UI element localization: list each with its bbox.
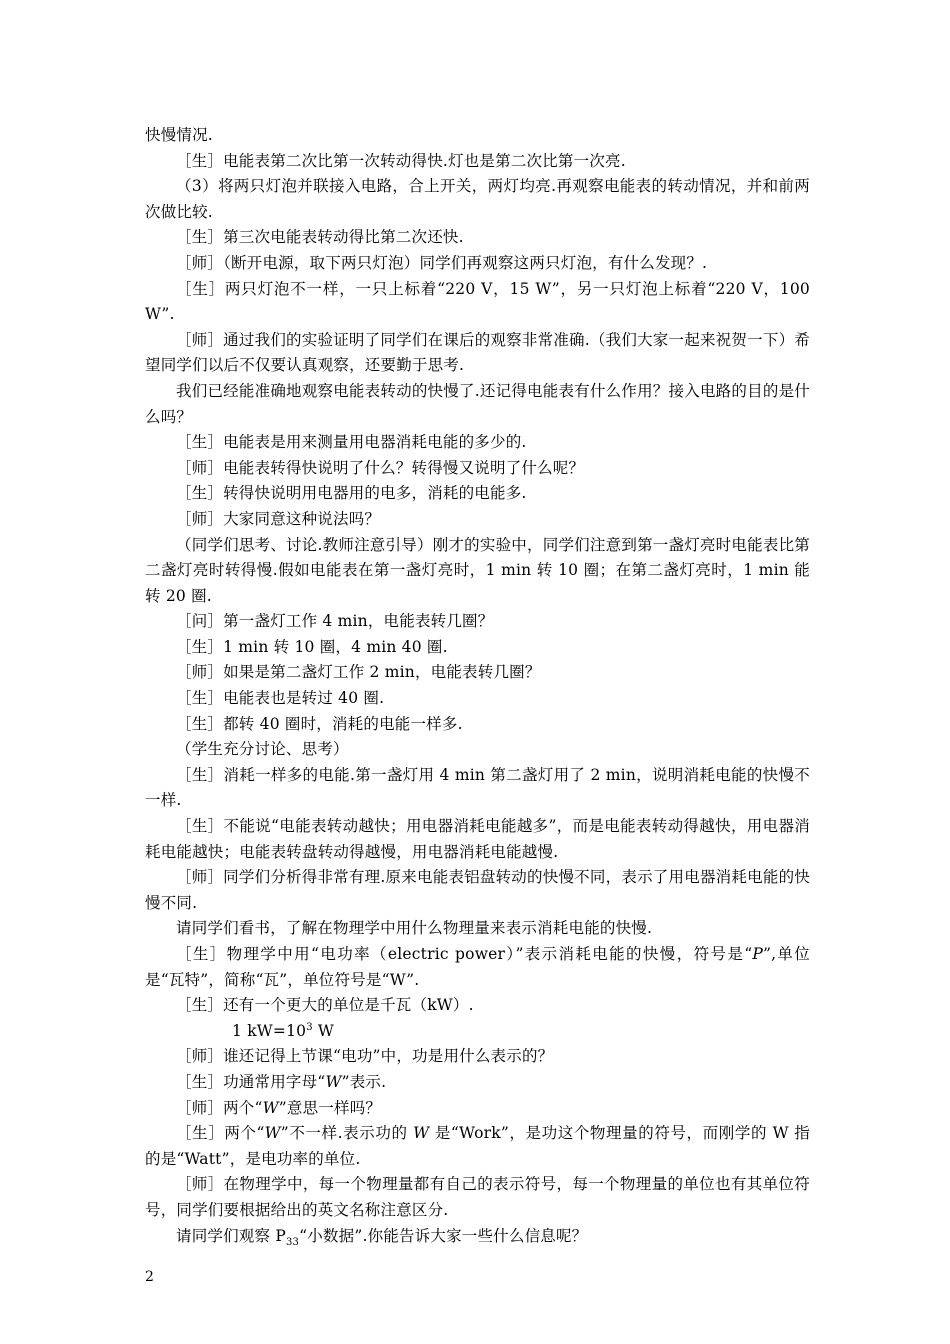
text-run: ［生］功通常用字母“ <box>176 1072 326 1091</box>
paragraph: （3）将两只灯泡并联接入电路，合上开关，两灯均亮.再观察电能表的转动情况，并和前两次做比较. <box>145 177 810 221</box>
paragraph: ［生］1 min 转 10 圈，4 min 40 圈. <box>176 637 448 656</box>
text-run: 是“Work”，是功这个物理量的符号，而刚学的 W 指的是“Watt”，是电功率的单位. <box>145 1124 810 1168</box>
symbol-p: P <box>752 945 763 963</box>
paragraph: ［生］转得快说明用电器用的电多，消耗的电能多. <box>176 484 527 503</box>
text-run: ”,单位是“瓦特”，简称“瓦”，单位符号是“W”. <box>145 945 810 989</box>
document-body <box>145 123 810 1249</box>
formula-unit: W <box>312 1021 335 1040</box>
paragraph: ［师］大家同意这种说法吗？ <box>176 509 381 528</box>
paragraph: ［生］电能表也是转过 40 圈. <box>176 689 385 708</box>
paragraph: ［生］不能说“电能表转动越快；用电器消耗电能越多”，而是电能表转动得越快，用电器消耗电能越快；电能表转盘转动得越慢，用电器消耗电能越慢. <box>145 817 810 861</box>
text-run: ”意思一样吗？ <box>278 1098 382 1117</box>
paragraph-same-meaning <box>145 1096 810 1122</box>
text-run: ”不一样.表示功的 <box>280 1124 414 1143</box>
paragraph-work-letter <box>145 1070 810 1096</box>
paragraph-symbols: ［师］在物理学中，每一个物理量都有自己的表示符号，每一个物理量的单位也有其单位符号，同学们要根据给出的英文名称注意区分. <box>145 1175 810 1219</box>
formula-exponent: 3 <box>306 1021 313 1033</box>
paragraph: ［生］都转 40 圈时，消耗的电能一样多. <box>176 714 463 733</box>
paragraph: ［师］（断开电源，取下两只灯泡）同学们再观察这两只灯泡，有什么发现？. <box>176 253 708 272</box>
text-run: “小数据”.你能告诉大家一些什么信息呢？ <box>299 1226 588 1245</box>
paragraph-kilowatt: ［生］还有一个更大的单位是千瓦（kW）. <box>176 996 474 1015</box>
text-run: ”表示. <box>341 1072 387 1091</box>
page-subscript: 33 <box>285 1236 300 1248</box>
text-run: 请同学们观察 P <box>176 1226 286 1245</box>
paragraph: ［生］电能表第二次比第一次转动得快.灯也是第二次比第一次亮. <box>176 151 626 170</box>
paragraph: 请同学们看书，了解在物理学中用什么物理量来表示消耗电能的快慢. <box>176 919 653 938</box>
paragraph: ［师］电能表转得快说明了什么？转得慢又说明了什么呢？ <box>176 458 585 477</box>
paragraph: ［生］消耗一样多的电能.第一盏灯用 4 min 第二盏灯用了 2 min，说明消耗电能的快慢不一样. <box>145 765 810 810</box>
text-run: ［生］物理学中用“电功率（electric power）”表示消耗电能的快慢，符号是“ <box>176 945 753 963</box>
paragraph-difference <box>145 1121 810 1172</box>
paragraph: ［生］两只灯泡不一样，一只上标着“220 V，15 W”，另一只灯泡上标着“220 V，100 W”. <box>145 279 810 324</box>
paragraph: 快慢情况. <box>145 126 213 144</box>
paragraph: ［师］通过我们的实验证明了同学们在课后的观察非常准确.（我们大家一起来祝贺一下）希望同学们以后不仅要认真观察，还要勤于思考. <box>145 330 810 375</box>
paragraph-recall-work: ［师］谁还记得上节课“电功”中，功是用什么表示的？ <box>176 1047 554 1066</box>
symbol-w: W <box>325 1072 342 1091</box>
text-run: ［师］两个“ <box>176 1098 263 1117</box>
formula-base: 1 kW=10 <box>232 1021 307 1040</box>
paragraph: ［问］第一盏灯工作 4 min，电能表转几圈？ <box>176 612 494 631</box>
paragraph: （同学们思考、讨论.教师注意引导）刚才的实验中，同学们注意到第一盏灯亮时电能表比第二盏灯亮时转得慢.假如电能表在第一盏灯亮时，1 min 转 10 圈；在第二盏灯亮时，1 min 能转 20 圈. <box>145 535 810 605</box>
paragraph: ［生］第三次电能表转动得比第二次还快. <box>176 228 464 247</box>
formula-kilowatt <box>145 1019 810 1045</box>
text-run: ［生］两个“ <box>176 1124 265 1143</box>
page-number: 2 <box>145 1269 154 1285</box>
paragraph-list <box>145 123 810 942</box>
paragraph: ［师］同学们分析得非常有理.原来电能表铝盘转动的快慢不同，表示了用电器消耗电能的快慢不同. <box>145 868 810 912</box>
symbol-w: W <box>262 1098 279 1117</box>
paragraph-electric-power <box>145 942 810 993</box>
paragraph: ［生］电能表是用来测量用电器消耗电能的多少的. <box>176 433 527 452</box>
paragraph-observe <box>145 1224 810 1250</box>
symbol-w: W <box>264 1124 281 1143</box>
paragraph: （学生充分讨论、思考） <box>176 740 349 759</box>
paragraph: ［师］如果是第二盏灯工作 2 min，电能表转几圈？ <box>176 663 541 682</box>
symbol-w: W <box>413 1124 430 1143</box>
paragraph: 我们已经能准确地观察电能表转动的快慢了.还记得电能表有什么作用？接入电路的目的是什么吗？ <box>145 381 810 426</box>
